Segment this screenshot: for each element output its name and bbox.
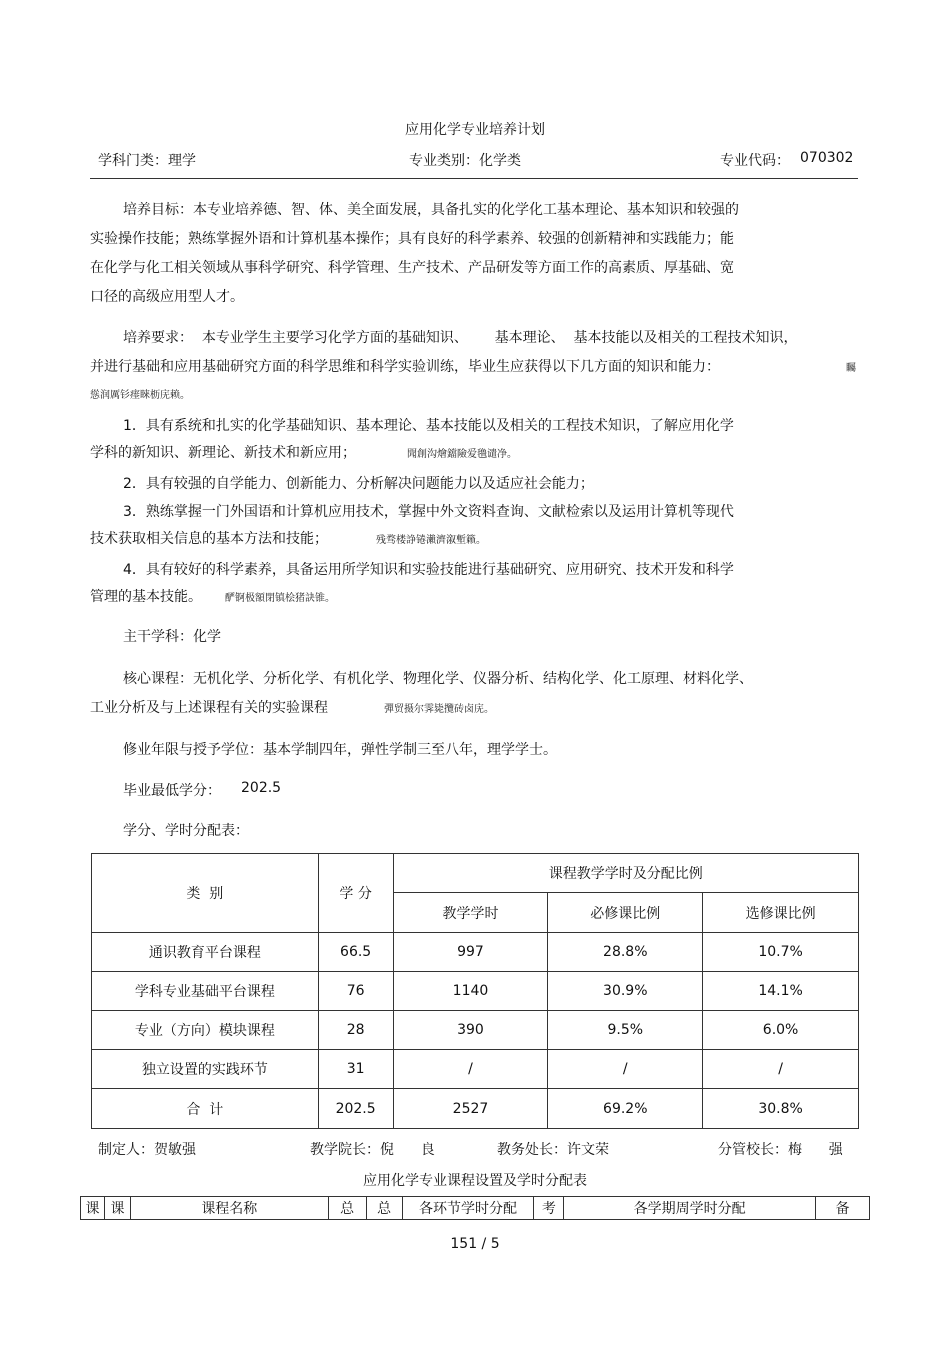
item-1-line-1: 1．具有系统和扎实的化学基础知识、基本理论、基本技能以及相关的工程技术知识，了解应用化学 [123,418,734,434]
item-3-line-1: 3．熟练掌握一门外国语和计算机应用技术，掌握中外文资料查询、文献检索以及运用计算机等现代 [123,504,734,520]
row-hours: 390 [393,1011,548,1050]
table-row-total [92,1089,859,1129]
row-name: 学科专业基础平台课程 [92,972,319,1011]
header-required-ratio: 必修课比例 [548,893,703,933]
course-header-cell: 各环节学时分配 [402,1197,534,1220]
signature-maker: 制定人：贺敏强 [98,1142,196,1158]
row-required: 30.9% [548,972,703,1011]
signature-vp: 分管校长：梅 强 [718,1142,843,1158]
requirement-line-3: 慫润厲钐瘗睞枥庑赖。 [90,390,190,401]
goal-line-3: 在化学与化工相关领域从事科学研究、科学管理、生产技术、产品研发等方面工作的高素质、厚基础、宽 [90,260,734,276]
table-row [92,1011,859,1050]
core-tail: 彈贸摄尔霁毙攬砖卤庑。 [384,704,494,715]
major-code-value: 070302 [800,150,854,166]
row-required: 69.2% [548,1089,703,1129]
course-header-cell: 课 [81,1197,105,1220]
credit-hour-table [91,853,859,1129]
course-schedule-table [80,1196,870,1220]
header-elective-ratio: 选修课比例 [703,893,859,933]
min-credit-label: 毕业最低学分： [123,783,221,799]
item-4-tail: 酽锕极額閉镇桧猪訣锥。 [225,593,335,604]
row-name: 通识教育平台课程 [92,933,319,972]
table-row [92,972,859,1011]
course-header-cell: 备 [815,1197,869,1220]
header-hours: 教学学时 [393,893,548,933]
major-type: 专业类别：化学类 [409,153,521,169]
row-elective: 10.7% [703,933,859,972]
item-2-line-1: 2．具有较强的自学能力、创新能力、分析解决问题能力以及适应社会能力； [123,476,594,492]
core-line-1: 核心课程：无机化学、分析化学、有机化学、物理化学、仪器分析、结构化学、化工原理、材料化学、 [123,671,753,687]
subject-category: 学科门类：理学 [98,153,196,169]
signature-director: 教务处长：许文荣 [497,1142,609,1158]
row-name: 合 计 [92,1089,319,1129]
header-credit: 学 分 [318,854,393,933]
page-title: 应用化学专业培养计划 [405,122,545,138]
goal-line-2: 实验操作技能；熟练掌握外语和计算机基本操作；具有良好的科学素养、较强的创新精神和实践能力；能 [90,231,734,247]
course-header-cell: 总 [328,1197,366,1220]
goal-line-4: 口径的高级应用型人才。 [90,289,244,305]
row-credit: 28 [318,1011,393,1050]
item-3-line-2: 技术获取相关信息的基本方法和技能； [90,531,328,547]
item-4-line-1: 4．具有较好的科学素养，具备运用所学知识和实验技能进行基础研究、应用研究、技术开发和科学 [123,562,734,578]
row-name: 独立设置的实践环节 [92,1050,319,1089]
row-elective: 6.0% [703,1011,859,1050]
goal-line-1: 培养目标：本专业培养德、智、体、美全面发展，具备扎实的化学化工基本理论、基本知识和较强的 [123,202,739,218]
row-elective: 14.1% [703,972,859,1011]
requirement-line-2: 并进行基础和应用基础研究方面的科学思维和科学实验训练，毕业生应获得以下几方面的知识和能力： [90,359,720,375]
core-line-2: 工业分析及与上述课程有关的实验课程 [90,700,328,716]
header-category: 类 别 [92,854,319,933]
requirement-line-1: 培养要求： 本专业学生主要学习化学方面的基础知识、 基本理论、 基本技能以及相关的工程技术知识， [123,330,798,346]
row-elective: / [703,1050,859,1089]
course-header-cell: 课程名称 [130,1197,328,1220]
course-header-cell: 考 [534,1197,564,1220]
row-credit: 202.5 [318,1089,393,1129]
item-4-line-2: 管理的基本技能。 [90,589,202,605]
main-subject: 主干学科：化学 [123,629,221,645]
row-elective: 30.8% [703,1089,859,1129]
header-rule [90,178,858,179]
row-credit: 31 [318,1050,393,1089]
row-hours: 1140 [393,972,548,1011]
signature-dean: 教学院长：倪 良 [310,1142,435,1158]
course-header-cell: 各学期周学时分配 [564,1197,816,1220]
row-hours: / [393,1050,548,1089]
row-required: / [548,1050,703,1089]
row-credit: 66.5 [318,933,393,972]
row-required: 9.5% [548,1011,703,1050]
table-caption: 学分、学时分配表： [123,823,249,839]
item-3-tail: 残骛楼諍锩瀨濟溆塹籟。 [376,535,486,546]
requirement-line-2-tail: 矚 [846,363,856,374]
item-1-line-2: 学科的新知识、新理论、新技术和新应用； [90,445,356,461]
duration: 修业年限与授予学位：基本学制四年，弹性学制三至八年，理学学士。 [123,742,557,758]
row-name: 专业（方向）模块课程 [92,1011,319,1050]
item-1-tail: 聞創沟燴鐺險爱氇谴净。 [407,449,517,460]
min-credit-value: 202.5 [241,780,282,796]
table-row [92,933,859,972]
page-number: 151 / 5 [450,1236,500,1252]
course-table-title: 应用化学专业课程设置及学时分配表 [363,1173,587,1189]
row-hours: 997 [393,933,548,972]
row-hours: 2527 [393,1089,548,1129]
major-code-label: 专业代码： [720,153,790,169]
course-header-cell: 课 [104,1197,130,1220]
course-header-cell: 总 [366,1197,402,1220]
row-credit: 76 [318,972,393,1011]
row-required: 28.8% [548,933,703,972]
header-group: 课程教学学时及分配比例 [393,854,858,893]
table-row [92,1050,859,1089]
